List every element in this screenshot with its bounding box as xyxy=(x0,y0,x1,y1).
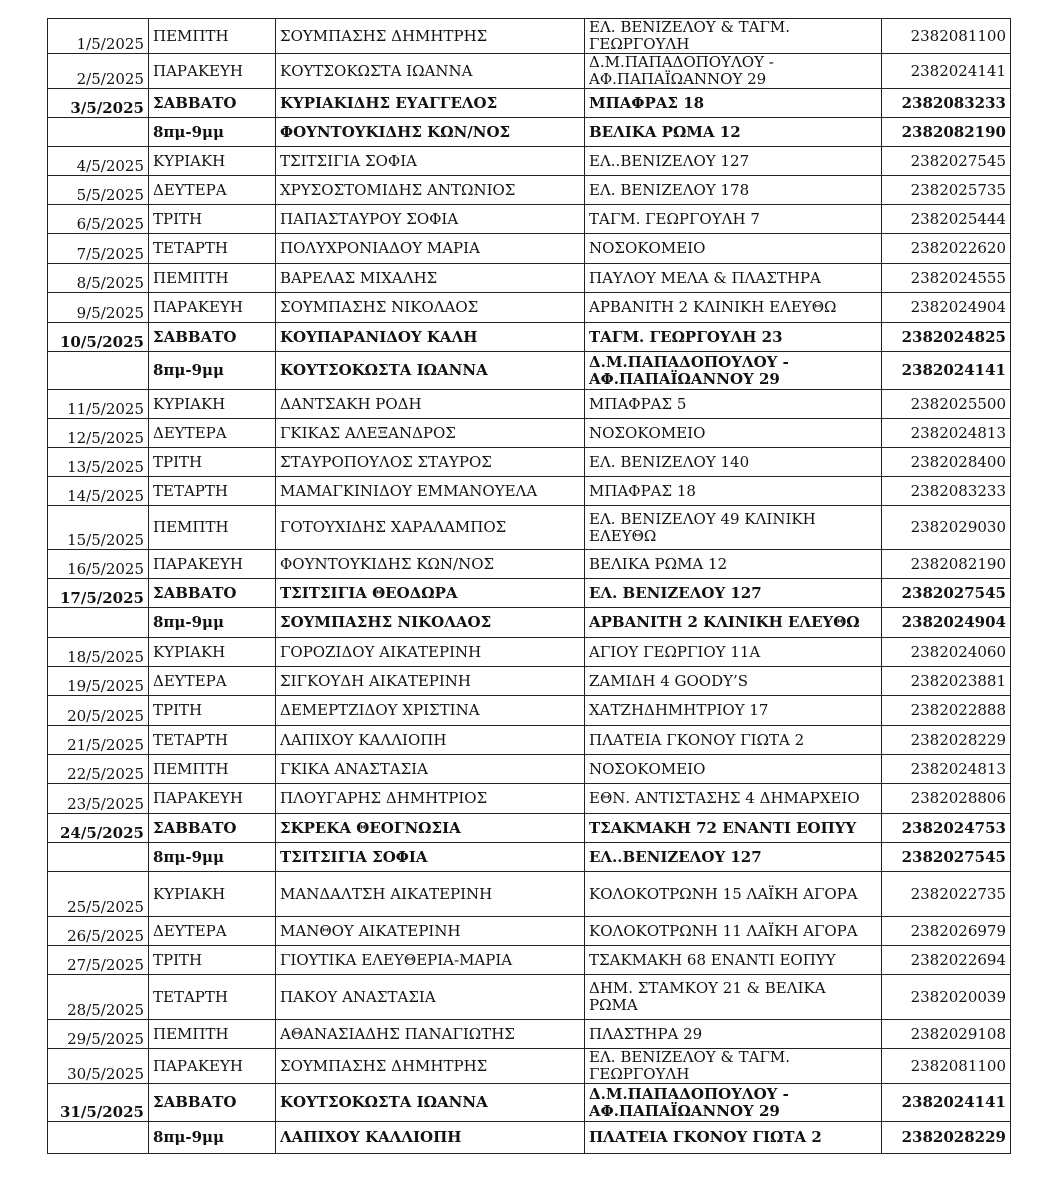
date-cell: 11/5/2025 xyxy=(48,390,149,419)
pharmacist-name-cell: ΣΟΥΜΠΑΣΗΣ ΔΗΜΗΤΡΗΣ xyxy=(276,19,585,54)
pharmacist-name-cell: ΓΚΙΚΑ ΑΝΑΣΤΑΣΙΑ xyxy=(276,755,585,784)
pharmacist-name-cell: ΣΟΥΜΠΑΣΗΣ ΔΗΜΗΤΡΗΣ xyxy=(276,1049,585,1084)
table-body xyxy=(48,19,1011,1154)
phone-cell: 2382025500 xyxy=(882,390,1011,419)
pharmacist-name-cell: ΓΚΙΚΑΣ ΑΛΕΞΑΝΔΡΟΣ xyxy=(276,419,585,448)
day-cell: ΠΑΡΑΚΕΥΗ xyxy=(149,784,276,814)
date-cell: 27/5/2025 xyxy=(48,946,149,975)
date-cell: 31/5/2025 xyxy=(48,1084,149,1122)
phone-cell: 2382022620 xyxy=(882,234,1011,264)
pharmacist-name-cell: ΑΘΑΝΑΣΙΑΔΗΣ ΠΑΝΑΓΙΩΤΗΣ xyxy=(276,1020,585,1049)
pharmacist-name-cell: ΚΟΥΤΣΟΚΩΣΤΑ ΙΩΑΝΝΑ xyxy=(276,1084,585,1122)
address-cell: ΠΑΥΛΟΥ ΜΕΛΑ & ΠΛΑΣΤΗΡΑ xyxy=(585,264,882,293)
day-cell: ΣΑΒΒΑΤΟ xyxy=(149,579,276,608)
address-cell: ΤΑΓΜ. ΓΕΩΡΓΟΥΛΗ 23 xyxy=(585,323,882,352)
pharmacist-name-cell: ΚΟΥΤΣΟΚΩΣΤΑ ΙΩΑΝΝΑ xyxy=(276,54,585,89)
pharmacist-name-cell: ΣΚΡΕΚΑ ΘΕΟΓΝΩΣΙΑ xyxy=(276,814,585,843)
day-cell: ΔΕΥΤΕΡΑ xyxy=(149,917,276,946)
table-row xyxy=(48,843,1011,872)
table-row xyxy=(48,506,1011,550)
phone-cell: 2382083233 xyxy=(882,477,1011,506)
date-cell: 20/5/2025 xyxy=(48,696,149,726)
address-cell: ΕΛ. ΒΕΝΙΖΕΛΟΥ 127 xyxy=(585,579,882,608)
day-cell: ΤΕΤΑΡΤΗ xyxy=(149,726,276,755)
date-cell: 10/5/2025 xyxy=(48,323,149,352)
pharmacist-name-cell: ΔΕΜΕΡΤΖΙΔΟΥ ΧΡΙΣΤΙΝΑ xyxy=(276,696,585,726)
date-cell xyxy=(48,118,149,147)
date-cell: 13/5/2025 xyxy=(48,448,149,477)
table-row xyxy=(48,608,1011,638)
pharmacist-name-cell: ΣΟΥΜΠΑΣΗΣ ΝΙΚΟΛΑΟΣ xyxy=(276,608,585,638)
address-cell: ΠΛΑΤΕΙΑ ΓΚΟΝΟΥ ΓΙΩΤΑ 2 xyxy=(585,1122,882,1154)
day-cell: ΤΕΤΑΡΤΗ xyxy=(149,234,276,264)
day-cell: 8πμ-9μμ xyxy=(149,118,276,147)
address-cell: ΑΓΙΟΥ ΓΕΩΡΓΙΟΥ 11Α xyxy=(585,638,882,667)
address-cell: ΕΛ. ΒΕΝΙΖΕΛΟΥ 140 xyxy=(585,448,882,477)
address-cell: ΒΕΛΙΚΑ ΡΩΜΑ 12 xyxy=(585,118,882,147)
phone-cell: 2382027545 xyxy=(882,843,1011,872)
date-cell: 24/5/2025 xyxy=(48,814,149,843)
table-row xyxy=(48,872,1011,917)
address-cell: ΒΕΛΙΚΑ ΡΩΜΑ 12 xyxy=(585,550,882,579)
address-cell: ΕΛ. ΒΕΝΙΖΕΛΟΥ & ΤΑΓΜ. ΓΕΩΡΓΟΥΛΗ xyxy=(585,1049,882,1084)
address-cell: Δ.Μ.ΠΑΠΑΔΟΠΟΥΛΟΥ - ΑΦ.ΠΑΠΑΪΩΑΝΝΟΥ 29 xyxy=(585,352,882,390)
address-cell: ΕΘΝ. ΑΝΤΙΣΤΑΣΗΣ 4 ΔΗΜΑΡΧΕΙΟ xyxy=(585,784,882,814)
date-cell: 4/5/2025 xyxy=(48,147,149,176)
day-cell: 8πμ-9μμ xyxy=(149,1122,276,1154)
day-cell: ΣΑΒΒΑΤΟ xyxy=(149,323,276,352)
address-cell: ΠΛΑΤΕΙΑ ΓΚΟΝΟΥ ΓΙΩΤΑ 2 xyxy=(585,726,882,755)
pharmacist-name-cell: ΣΟΥΜΠΑΣΗΣ ΝΙΚΟΛΑΟΣ xyxy=(276,293,585,323)
phone-cell: 2382028229 xyxy=(882,726,1011,755)
phone-cell: 2382024825 xyxy=(882,323,1011,352)
date-cell: 8/5/2025 xyxy=(48,264,149,293)
phone-cell: 2382024904 xyxy=(882,293,1011,323)
pharmacist-name-cell: ΠΑΠΑΣΤΑΥΡΟΥ ΣΟΦΙΑ xyxy=(276,205,585,234)
pharmacist-name-cell: ΓΟΡΟΖΙΔΟΥ ΑΙΚΑΤΕΡΙΝΗ xyxy=(276,638,585,667)
pharmacist-name-cell: ΤΣΙΤΣΙΓΙΑ ΣΟΦΙΑ xyxy=(276,147,585,176)
pharmacist-name-cell: ΦΟΥΝΤΟΥΚΙΔΗΣ ΚΩΝ/ΝΟΣ xyxy=(276,550,585,579)
address-cell: ΔΗΜ. ΣΤΑΜΚΟΥ 21 & ΒΕΛΙΚΑ ΡΩΜΑ xyxy=(585,975,882,1020)
table-row xyxy=(48,390,1011,419)
table-row xyxy=(48,477,1011,506)
table-row xyxy=(48,1122,1011,1154)
phone-cell: 2382028229 xyxy=(882,1122,1011,1154)
date-cell: 19/5/2025 xyxy=(48,667,149,696)
day-cell: ΚΥΡΙΑΚΗ xyxy=(149,147,276,176)
day-cell: ΚΥΡΙΑΚΗ xyxy=(149,390,276,419)
table-row xyxy=(48,579,1011,608)
phone-cell: 2382025735 xyxy=(882,176,1011,205)
phone-cell: 2382081100 xyxy=(882,1049,1011,1084)
pharmacist-name-cell: ΤΣΙΤΣΙΓΙΑ ΣΟΦΙΑ xyxy=(276,843,585,872)
table-row xyxy=(48,419,1011,448)
phone-cell: 2382082190 xyxy=(882,118,1011,147)
phone-cell: 2382024813 xyxy=(882,755,1011,784)
phone-cell: 2382028806 xyxy=(882,784,1011,814)
day-cell: ΤΡΙΤΗ xyxy=(149,448,276,477)
duty-pharmacy-table xyxy=(47,18,1011,1154)
date-cell: 7/5/2025 xyxy=(48,234,149,264)
pharmacist-name-cell: ΔΑΝΤΣΑΚΗ ΡΟΔΗ xyxy=(276,390,585,419)
table-row xyxy=(48,234,1011,264)
day-cell: ΠΕΜΠΤΗ xyxy=(149,264,276,293)
phone-cell: 2382022735 xyxy=(882,872,1011,917)
address-cell: ΝΟΣΟΚΟΜΕΙΟ xyxy=(585,234,882,264)
table-row xyxy=(48,550,1011,579)
date-cell: 12/5/2025 xyxy=(48,419,149,448)
date-cell: 26/5/2025 xyxy=(48,917,149,946)
pharmacist-name-cell: ΣΙΓΚΟΥΔΗ ΑΙΚΑΤΕΡΙΝΗ xyxy=(276,667,585,696)
date-cell: 17/5/2025 xyxy=(48,579,149,608)
date-cell xyxy=(48,1122,149,1154)
day-cell: ΠΕΜΠΤΗ xyxy=(149,506,276,550)
pharmacist-name-cell: ΜΑΝΘΟΥ ΑΙΚΑΤΕΡΙΝΗ xyxy=(276,917,585,946)
date-cell: 2/5/2025 xyxy=(48,54,149,89)
table-row xyxy=(48,323,1011,352)
pharmacist-name-cell: ΚΟΥΤΣΟΚΩΣΤΑ ΙΩΑΝΝΑ xyxy=(276,352,585,390)
day-cell: ΠΑΡΑΚΕΥΗ xyxy=(149,1049,276,1084)
table-row xyxy=(48,1084,1011,1122)
date-cell: 16/5/2025 xyxy=(48,550,149,579)
table-row xyxy=(48,946,1011,975)
phone-cell: 2382082190 xyxy=(882,550,1011,579)
pharmacist-name-cell: ΜΑΝΔΑΛΤΣΗ ΑΙΚΑΤΕΡΙΝΗ xyxy=(276,872,585,917)
day-cell: ΤΕΤΑΡΤΗ xyxy=(149,477,276,506)
address-cell: ΤΑΓΜ. ΓΕΩΡΓΟΥΛΗ 7 xyxy=(585,205,882,234)
table-row xyxy=(48,975,1011,1020)
phone-cell: 2382024141 xyxy=(882,352,1011,390)
address-cell: ΠΛΑΣΤΗΡΑ 29 xyxy=(585,1020,882,1049)
phone-cell: 2382025444 xyxy=(882,205,1011,234)
phone-cell: 2382023881 xyxy=(882,667,1011,696)
phone-cell: 2382022694 xyxy=(882,946,1011,975)
day-cell: ΔΕΥΤΕΡΑ xyxy=(149,176,276,205)
address-cell: ΤΣΑΚΜΑΚΗ 72 ΕΝΑΝΤΙ ΕΟΠΥΥ xyxy=(585,814,882,843)
day-cell: ΤΕΤΑΡΤΗ xyxy=(149,975,276,1020)
phone-cell: 2382027545 xyxy=(882,579,1011,608)
phone-cell: 2382024904 xyxy=(882,608,1011,638)
date-cell: 28/5/2025 xyxy=(48,975,149,1020)
day-cell: ΔΕΥΤΕΡΑ xyxy=(149,667,276,696)
table-row xyxy=(48,147,1011,176)
date-cell: 9/5/2025 xyxy=(48,293,149,323)
date-cell: 30/5/2025 xyxy=(48,1049,149,1084)
date-cell: 23/5/2025 xyxy=(48,784,149,814)
date-cell: 21/5/2025 xyxy=(48,726,149,755)
day-cell: ΠΑΡΑΚΕΥΗ xyxy=(149,54,276,89)
table-row xyxy=(48,755,1011,784)
pharmacist-name-cell: ΠΛΟΥΓΑΡΗΣ ΔΗΜΗΤΡΙΟΣ xyxy=(276,784,585,814)
table-row xyxy=(48,667,1011,696)
pharmacist-name-cell: ΒΑΡΕΛΑΣ ΜΙΧΑΛΗΣ xyxy=(276,264,585,293)
date-cell: 29/5/2025 xyxy=(48,1020,149,1049)
pharmacist-name-cell: ΓΙΟΥΤΙΚΑ ΕΛΕΥΘΕΡΙΑ-ΜΑΡΙΑ xyxy=(276,946,585,975)
phone-cell: 2382024141 xyxy=(882,54,1011,89)
day-cell: ΤΡΙΤΗ xyxy=(149,946,276,975)
table-row xyxy=(48,19,1011,54)
day-cell: ΠΕΜΠΤΗ xyxy=(149,755,276,784)
address-cell: ΕΛ..ΒΕΝΙΖΕΛΟΥ 127 xyxy=(585,843,882,872)
date-cell: 14/5/2025 xyxy=(48,477,149,506)
phone-cell: 2382024060 xyxy=(882,638,1011,667)
address-cell: ΜΠΑΦΡΑΣ 18 xyxy=(585,89,882,118)
address-cell: ΖΑΜΙΔΗ 4 GOODY’S xyxy=(585,667,882,696)
pharmacist-name-cell: ΦΟΥΝΤΟΥΚΙΔΗΣ ΚΩΝ/ΝΟΣ xyxy=(276,118,585,147)
address-cell: ΕΛ. ΒΕΝΙΖΕΛΟΥ 178 xyxy=(585,176,882,205)
pharmacist-name-cell: ΠΑΚΟΥ ΑΝΑΣΤΑΣΙΑ xyxy=(276,975,585,1020)
address-cell: ΝΟΣΟΚΟΜΕΙΟ xyxy=(585,419,882,448)
table-row xyxy=(48,118,1011,147)
table-row xyxy=(48,1020,1011,1049)
phone-cell: 2382024813 xyxy=(882,419,1011,448)
date-cell: 22/5/2025 xyxy=(48,755,149,784)
day-cell: ΔΕΥΤΕΡΑ xyxy=(149,419,276,448)
address-cell: ΝΟΣΟΚΟΜΕΙΟ xyxy=(585,755,882,784)
address-cell: ΜΠΑΦΡΑΣ 18 xyxy=(585,477,882,506)
pharmacist-name-cell: ΧΡΥΣΟΣΤΟΜΙΔΗΣ ΑΝΤΩΝΙΟΣ xyxy=(276,176,585,205)
day-cell: ΚΥΡΙΑΚΗ xyxy=(149,872,276,917)
table-row xyxy=(48,89,1011,118)
phone-cell: 2382024555 xyxy=(882,264,1011,293)
pharmacist-name-cell: ΛΑΠΙΧΟΥ ΚΑΛΛΙΟΠΗ xyxy=(276,726,585,755)
date-cell: 5/5/2025 xyxy=(48,176,149,205)
date-cell xyxy=(48,352,149,390)
phone-cell: 2382029030 xyxy=(882,506,1011,550)
date-cell: 18/5/2025 xyxy=(48,638,149,667)
phone-cell: 2382081100 xyxy=(882,19,1011,54)
table-row xyxy=(48,293,1011,323)
phone-cell: 2382022888 xyxy=(882,696,1011,726)
day-cell: ΠΑΡΑΚΕΥΗ xyxy=(149,293,276,323)
day-cell: 8πμ-9μμ xyxy=(149,843,276,872)
phone-cell: 2382029108 xyxy=(882,1020,1011,1049)
date-cell xyxy=(48,843,149,872)
table-row xyxy=(48,917,1011,946)
phone-cell: 2382024753 xyxy=(882,814,1011,843)
table-row xyxy=(48,784,1011,814)
address-cell: ΤΣΑΚΜΑΚΗ 68 ΕΝΑΝΤΙ ΕΟΠΥΥ xyxy=(585,946,882,975)
pharmacist-name-cell: ΚΟΥΠΑΡΑΝΙΔΟΥ ΚΑΛΗ xyxy=(276,323,585,352)
phone-cell: 2382027545 xyxy=(882,147,1011,176)
table-row xyxy=(48,448,1011,477)
table-row xyxy=(48,352,1011,390)
pharmacist-name-cell: ΤΣΙΤΣΙΓΙΑ ΘΕΟΔΩΡΑ xyxy=(276,579,585,608)
date-cell xyxy=(48,608,149,638)
phone-cell: 2382083233 xyxy=(882,89,1011,118)
day-cell: ΠΕΜΠΤΗ xyxy=(149,19,276,54)
day-cell: ΠΕΜΠΤΗ xyxy=(149,1020,276,1049)
day-cell: 8πμ-9μμ xyxy=(149,608,276,638)
address-cell: Δ.Μ.ΠΑΠΑΔΟΠΟΥΛΟΥ - ΑΦ.ΠΑΠΑΪΩΑΝΝΟΥ 29 xyxy=(585,1084,882,1122)
table-row xyxy=(48,54,1011,89)
date-cell: 3/5/2025 xyxy=(48,89,149,118)
date-cell: 6/5/2025 xyxy=(48,205,149,234)
phone-cell: 2382028400 xyxy=(882,448,1011,477)
day-cell: ΣΑΒΒΑΤΟ xyxy=(149,1084,276,1122)
day-cell: ΤΡΙΤΗ xyxy=(149,205,276,234)
day-cell: ΣΑΒΒΑΤΟ xyxy=(149,814,276,843)
pharmacist-name-cell: ΜΑΜΑΓΚΙΝΙΔΟΥ ΕΜΜΑΝΟΥΕΛΑ xyxy=(276,477,585,506)
day-cell: ΤΡΙΤΗ xyxy=(149,696,276,726)
date-cell: 1/5/2025 xyxy=(48,19,149,54)
table-row xyxy=(48,176,1011,205)
day-cell: ΚΥΡΙΑΚΗ xyxy=(149,638,276,667)
pharmacist-name-cell: ΠΟΛΥΧΡΟΝΙΑΔΟΥ ΜΑΡΙΑ xyxy=(276,234,585,264)
pharmacist-name-cell: ΛΑΠΙΧΟΥ ΚΑΛΛΙΟΠΗ xyxy=(276,1122,585,1154)
pharmacist-name-cell: ΣΤΑΥΡΟΠΟΥΛΟΣ ΣΤΑΥΡΟΣ xyxy=(276,448,585,477)
address-cell: ΕΛ. ΒΕΝΙΖΕΛΟΥ & ΤΑΓΜ. ΓΕΩΡΓΟΥΛΗ xyxy=(585,19,882,54)
address-cell: ΜΠΑΦΡΑΣ 5 xyxy=(585,390,882,419)
address-cell: ΕΛ. ΒΕΝΙΖΕΛΟΥ 49 ΚΛΙΝΙΚΗ ΕΛΕΥΘΩ xyxy=(585,506,882,550)
phone-cell: 2382026979 xyxy=(882,917,1011,946)
phone-cell: 2382020039 xyxy=(882,975,1011,1020)
address-cell: ΑΡΒΑΝΙΤΗ 2 ΚΛΙΝΙΚΗ ΕΛΕΥΘΩ xyxy=(585,293,882,323)
address-cell: ΚΟΛΟΚΟΤΡΩΝΗ 15 ΛΑΪΚΗ ΑΓΟΡΑ xyxy=(585,872,882,917)
day-cell: ΠΑΡΑΚΕΥΗ xyxy=(149,550,276,579)
table-row xyxy=(48,638,1011,667)
address-cell: ΑΡΒΑΝΙΤΗ 2 ΚΛΙΝΙΚΗ ΕΛΕΥΘΩ xyxy=(585,608,882,638)
date-cell: 25/5/2025 xyxy=(48,872,149,917)
address-cell: Δ.Μ.ΠΑΠΑΔΟΠΟΥΛΟΥ - ΑΦ.ΠΑΠΑΪΩΑΝΝΟΥ 29 xyxy=(585,54,882,89)
table-row xyxy=(48,1049,1011,1084)
day-cell: ΣΑΒΒΑΤΟ xyxy=(149,89,276,118)
table-row xyxy=(48,205,1011,234)
table-row xyxy=(48,696,1011,726)
address-cell: ΚΟΛΟΚΟΤΡΩΝΗ 11 ΛΑΪΚΗ ΑΓΟΡΑ xyxy=(585,917,882,946)
address-cell: ΧΑΤΖΗΔΗΜΗΤΡΙΟΥ 17 xyxy=(585,696,882,726)
date-cell: 15/5/2025 xyxy=(48,506,149,550)
table-row xyxy=(48,264,1011,293)
day-cell: 8πμ-9μμ xyxy=(149,352,276,390)
phone-cell: 2382024141 xyxy=(882,1084,1011,1122)
pharmacist-name-cell: ΓΟΤΟΥΧΙΔΗΣ ΧΑΡΑΛΑΜΠΟΣ xyxy=(276,506,585,550)
table-row xyxy=(48,814,1011,843)
pharmacist-name-cell: ΚΥΡΙΑΚΙΔΗΣ ΕΥΑΓΓΕΛΟΣ xyxy=(276,89,585,118)
table-row xyxy=(48,726,1011,755)
address-cell: ΕΛ..ΒΕΝΙΖΕΛΟΥ 127 xyxy=(585,147,882,176)
